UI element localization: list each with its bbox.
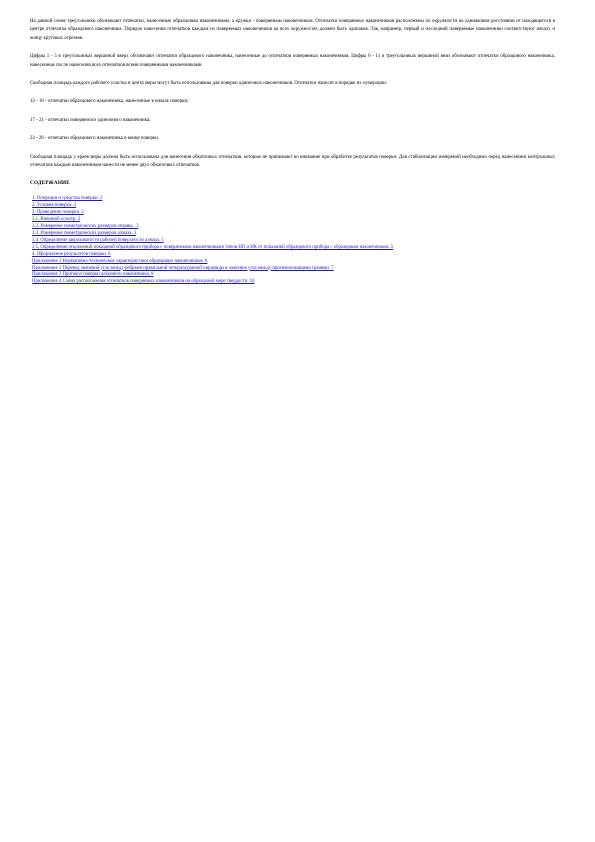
toc-link-3-4[interactable]: 3.4. Определение шероховатости рабочей поверхности алмаза. 5 xyxy=(32,237,164,243)
toc-item xyxy=(32,238,555,245)
paragraph-free-area: Свободная площадь каждого рабочего участка и центр меры могут быть использованы для поверки одиночных наконечников. Отпечатки наносят в порядке их нумерации: xyxy=(30,81,388,87)
toc-link-3-5[interactable]: 3.5. Определение отклонений показаний образцового прибора с поверяемыми наконечниками типов НП и НК от показаний образцового прибора с образцовым наконечником. 5 xyxy=(32,244,394,250)
toc-item xyxy=(32,259,555,266)
paragraph-imprints-17-21: 17 - 21 - отпечатки поверяемого одиночного наконечника; xyxy=(30,117,151,123)
toc-item xyxy=(32,231,555,238)
toc-link-3-2[interactable]: 3.2. Измерение геометрических размеров оправы.. 3 xyxy=(32,224,139,230)
paragraph-imprints-22-26: 22 - 26 - отпечатки образцового наконечника в конце поверки. xyxy=(30,136,160,142)
toc-link-4[interactable]: 4. Оформление результатов поверки. 6 xyxy=(32,251,111,257)
toc-link-appendix-3[interactable]: Приложение 3 Протокол поверки алмазного наконечника. 8 xyxy=(32,272,154,278)
paragraph-scheme-description: На данной схеме треугольники обозначают отпечатки, нанесенные образцовым наконечником, а кружки - поверяемым наконечником. Отпечатки поверяемых наконечников расположены по окружности на одинаковом расстоянии от находящегося в центре отпечатка образцового наконечника. Порядок нанесения отпечатков каждым из поверяемых наконечников на всех окружностях должен быть одинаков. Так, например, первый и последний поверяемые наконечники соответствуют началу и концу круговых отрезков. xyxy=(30,19,555,41)
toc-item xyxy=(32,224,555,231)
toc-title: СОДЕРЖАНИЕ xyxy=(30,180,70,187)
paragraph-digits-description: Цифры 1 - 5 в треугольниках вершиной вверх обозначают отпечатки образцового наконечника, нанесенные до отпечатков поверяемых наконечников. Цифры 6 - 11 в треугольниках вершиной вниз обозначают отпечатки образцового наконечника, нанесенные после нанесения всех отпечатков всеми поверяемыми наконечниками. xyxy=(30,54,555,68)
toc-link-2[interactable]: 2. Условия поверки. 2 xyxy=(32,203,77,209)
document-page xyxy=(30,18,555,286)
toc-link-appendix-4[interactable]: Приложение 4 Схема расположения отпечатков поверяемых наконечников на образцовой мере твердости. 10 xyxy=(32,279,255,285)
toc-link-3-1[interactable]: 3.1. Внешний осмотр. 2 xyxy=(32,217,81,223)
paragraph-imprints-12-16: 12 - 16 - отпечатки образцового наконечника, нанесенные в начале поверки; xyxy=(30,99,189,105)
toc-link-1[interactable]: 1. Операции и средства поверки. 2 xyxy=(32,196,103,202)
toc-item xyxy=(32,203,555,210)
toc-link-3[interactable]: 3. Проведение поверки. 2 xyxy=(32,210,84,216)
toc-link-appendix-2[interactable]: Приложение 2 Перевод значений угла между ребрами правильной четырехгранной пирамиды в значение угла между противолежащими гранями. 7 xyxy=(32,265,334,271)
toc-item xyxy=(32,252,555,259)
toc-link-appendix-1[interactable]: Приложение 1 Нормативно-технические характеристики образцовых наконечников. 6 xyxy=(32,258,208,264)
table-of-contents xyxy=(30,196,555,286)
toc-link-3-3[interactable]: 3.3. Измерение геометрических размеров алмаза. 3 xyxy=(32,231,137,236)
toc-item xyxy=(32,210,555,217)
toc-item xyxy=(32,279,555,286)
toc-item xyxy=(32,245,502,252)
toc-item xyxy=(32,272,555,279)
toc-item xyxy=(32,217,555,224)
toc-item xyxy=(32,266,502,273)
toc-item xyxy=(32,196,555,203)
paragraph-edge-area: Свободная площадь у краев меры должна быть использована для нанесения обкаточных отпечатков, которые не принимают во внимание при обработке результатов поверки. Для стабилизации измерений необходимо перед нанесением контрольных отпечатков каждым наконечником нанести не менее двух обкаточных отпечатков. xyxy=(30,154,555,169)
